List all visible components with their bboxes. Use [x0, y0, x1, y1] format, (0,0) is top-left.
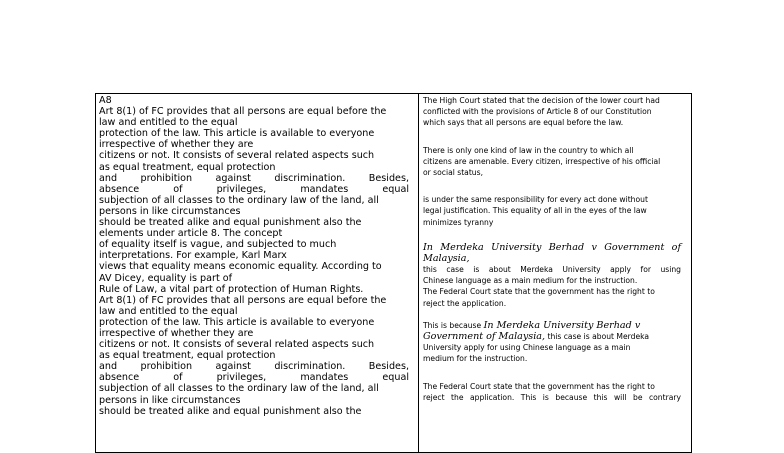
right-line: University apply for using Chinese language as a main [423, 343, 631, 353]
right-line: legal justification. This equality of all in the eyes of the law [423, 206, 647, 216]
right-line: conflicted with the provisions of Article 8 of our Constitution [423, 107, 652, 117]
left-line: persons in like circumstances [99, 205, 241, 217]
case-title: Malaysia, [423, 252, 470, 264]
document-table [95, 93, 692, 453]
right-line: citizens are amenable. Every citizen, irrespective of his official [423, 156, 661, 166]
right-line: is under the same responsibility for every act done without [423, 195, 648, 205]
right-line: medium for the instruction. [423, 354, 528, 364]
left-line: should be treated alike and equal punishment also the [99, 405, 362, 417]
left-line: citizens or not. It consists of several related aspects such [99, 339, 375, 351]
left-line: law and entitled to the equal [99, 305, 238, 317]
right-line: The Federal Court state that the government has the right to [423, 381, 655, 391]
left-line: should be treated alike and equal punishment also the [99, 217, 362, 229]
right-line: The High Court stated that the decision of the lower court had [423, 96, 660, 105]
right-line: There is only one kind of law in the country to which all [423, 145, 634, 155]
column-divider [418, 94, 419, 452]
paragraph-gap [423, 365, 689, 381]
case-title: In Merdeka University Berhad v [483, 319, 641, 331]
left-line: elements under article 8. The concept [99, 228, 283, 240]
right-text: this case is about Merdeka [545, 332, 650, 341]
right-line [423, 331, 689, 342]
right-line [423, 320, 689, 331]
left-line: A8 [99, 95, 112, 106]
right-line: The Federal Court state that the government has the right to [423, 287, 655, 297]
left-line: subjection of all classes to the ordinary law of the land, all [99, 383, 379, 395]
case-title: Government of Malaysia, [423, 331, 546, 342]
left-line: citizens or not. It consists of several related aspects such [99, 150, 375, 162]
paragraph-gap [423, 178, 689, 194]
left-line: and prohibition against discrimination. Besides, [99, 361, 409, 373]
case-title: In Merdeka University Berhad v Government of [423, 241, 681, 253]
right-column [423, 95, 689, 403]
left-column [99, 95, 416, 417]
right-line: Chinese language as a main medium for the instruction. [423, 276, 638, 286]
left-line: Rule of Law, a vital part of protection of Human Rights. [99, 283, 364, 295]
left-line: irrespective of whether they are [99, 327, 254, 339]
left-line: protection of the law. This article is available to everyone [99, 316, 375, 328]
paragraph-gap [423, 129, 689, 145]
left-line: AV Dicey, equality is part of [99, 272, 233, 284]
right-line: which says that all persons are equal before the law. [423, 118, 624, 128]
paragraph-gap [423, 309, 689, 320]
left-line: Art 8(1) of FC provides that all persons are equal before the [99, 106, 387, 118]
case-title-line [423, 253, 689, 264]
left-line: views that equality means economic equality. According to [99, 261, 382, 273]
left-line: persons in like circumstances [99, 394, 241, 406]
left-line: Art 8(1) of FC provides that all persons are equal before the [99, 294, 387, 306]
left-line: as equal treatment, equal protection [99, 161, 276, 173]
right-line: this case is about Merdeka University apply for using [423, 265, 681, 275]
left-line: of equality itself is vague, and subjected to much [99, 239, 337, 251]
left-line: as equal treatment, equal protection [99, 350, 276, 362]
left-line: protection of the law. This article is available to everyone [99, 128, 375, 140]
right-line: or social status, [423, 167, 483, 177]
right-line: reject the application. [423, 298, 507, 308]
left-line: interpretations. For example, Karl Marx [99, 250, 287, 262]
right-line: minimizes tyranny [423, 217, 494, 227]
right-line: reject the application. This is because this will be contrary [423, 392, 681, 402]
case-title-line [423, 242, 681, 253]
left-line: law and entitled to the equal [99, 117, 238, 129]
left-line: and prohibition against discrimination. Besides, [99, 172, 409, 184]
left-line: absence of privileges, mandates equal [99, 183, 409, 195]
right-text: This is because [423, 320, 484, 330]
left-line: subjection of all classes to the ordinary law of the land, all [99, 194, 379, 206]
left-line: irrespective of whether they are [99, 139, 254, 151]
paragraph-gap [423, 228, 689, 242]
left-line: absence of privileges, mandates equal [99, 372, 409, 384]
